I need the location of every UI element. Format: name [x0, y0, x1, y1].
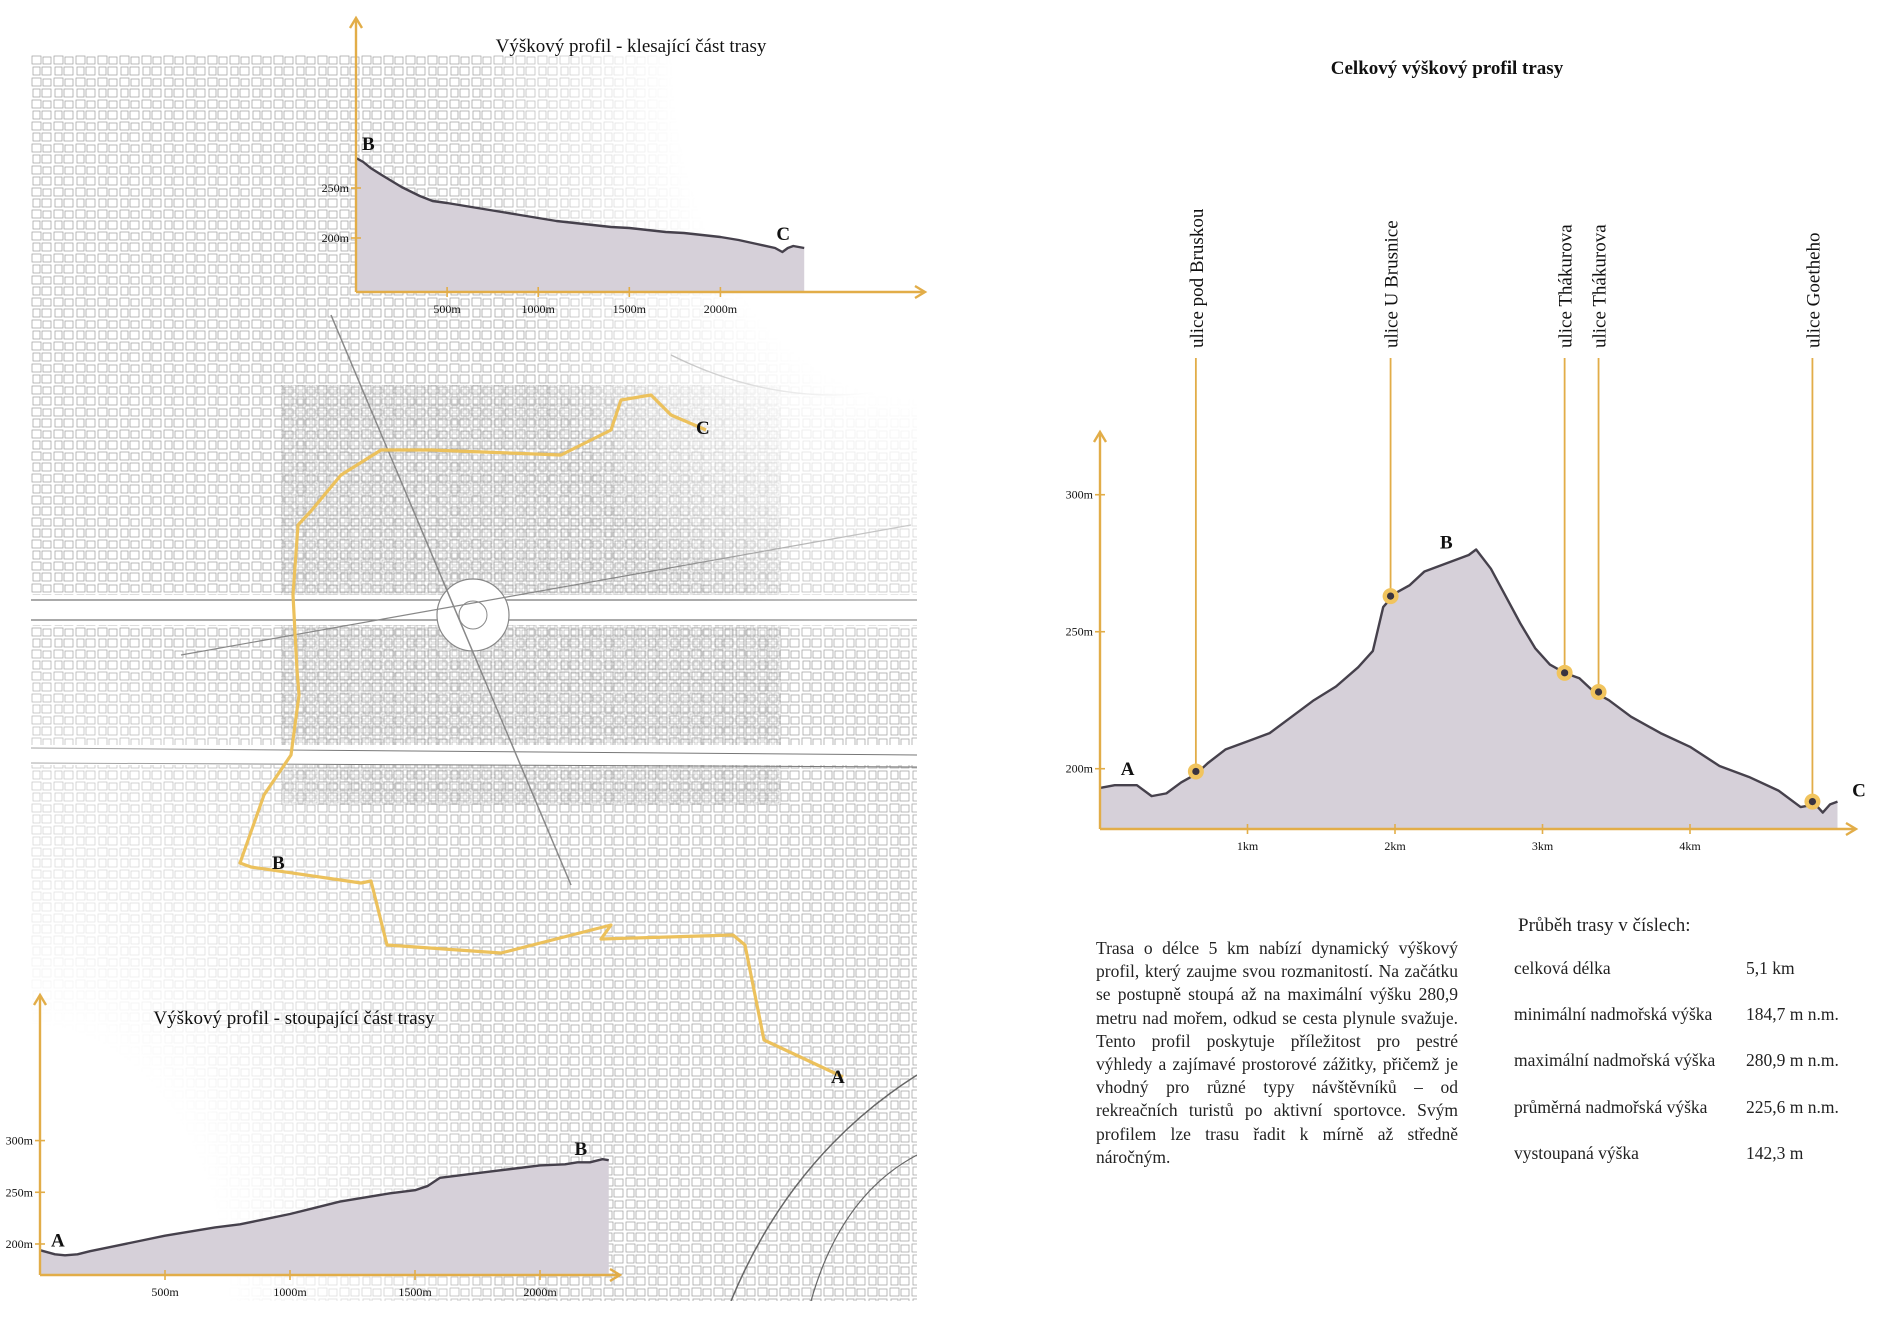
point-label: A	[51, 1230, 65, 1252]
x-tick-label: 4km	[1679, 839, 1701, 853]
stat-label: průměrná nadmořská výška	[1514, 1097, 1708, 1117]
marker-dot	[1192, 768, 1199, 775]
stats-title: Průběh trasy v číslech:	[1518, 915, 1691, 936]
map-label-b: B	[272, 853, 285, 874]
x-tick-label: 1500m	[398, 1285, 432, 1299]
x-tick-label: 500m	[151, 1285, 179, 1299]
marker-dot	[1809, 798, 1816, 805]
stat-value: 225,6 m n.m.	[1746, 1097, 1839, 1117]
descent-chart	[322, 18, 925, 316]
y-tick-label: 250m	[5, 1185, 33, 1200]
y-tick-label: 300m	[1065, 487, 1093, 502]
y-tick-label: 200m	[1065, 761, 1093, 776]
route-description: Trasa o délce 5 km nabízí dynamický výškový profil, který zaujme svou rozmanitostí. Na začátku se postupně stoupá až na maximální výšku 280,9 metru nad mořem, odkud se cesta plynule svažuje. Tento profil poskytuje příležitost pro pestré výhledy a zajímavé prostorové zážitky, přičemž je vhodný pro různé typy návštěvníků – od rekreačních turistů po aktivní sportovce. Svým profilem lze trasu řadit k mírně až středně náročným.	[1096, 938, 1458, 1167]
map-label-a: A	[831, 1067, 845, 1088]
stat-label: vystoupaná výška	[1514, 1143, 1639, 1163]
street-label: ulice Thákurova	[1555, 224, 1577, 348]
map-label-c: C	[696, 418, 710, 439]
x-tick-label: 2000m	[523, 1285, 557, 1299]
x-tick-label: 1000m	[521, 302, 555, 316]
chart-title: Celkový výškový profil trasy	[1330, 58, 1564, 79]
point-label: C	[776, 224, 791, 245]
y-tick-label: 250m	[321, 181, 349, 195]
elevation-area	[1100, 550, 1838, 829]
marker-dot	[1561, 669, 1568, 676]
point-label: B	[362, 134, 375, 155]
stat-label: maximální nadmořská výška	[1514, 1050, 1716, 1070]
stat-label: minimální nadmořská výška	[1514, 1004, 1713, 1024]
stat-row-length	[1514, 958, 1874, 984]
point-label: C	[1852, 780, 1866, 802]
point-label: A	[1120, 759, 1135, 781]
elevation-area	[356, 158, 804, 292]
marker-dot	[1595, 688, 1602, 695]
stat-row-max	[1514, 1050, 1874, 1076]
y-tick-label: 300m	[5, 1133, 33, 1148]
stat-value: 280,9 m n.m.	[1746, 1050, 1839, 1070]
y-tick-label: 200m	[5, 1236, 33, 1251]
stat-value: 184,7 m n.m.	[1746, 1004, 1839, 1024]
total-chart	[1066, 58, 1866, 853]
street-label: ulice U Brusnice	[1381, 220, 1403, 348]
chart-title: Výškový profil - klesající část trasy	[495, 36, 767, 57]
stat-row-avg	[1514, 1097, 1874, 1123]
point-label: B	[574, 1139, 588, 1161]
stat-value: 5,1 km	[1746, 958, 1795, 978]
x-tick-label: 1km	[1236, 839, 1259, 853]
x-tick-label: 500m	[433, 302, 461, 316]
x-tick-label: 2000m	[703, 302, 738, 316]
street-label: ulice Goetheho	[1803, 232, 1825, 348]
street-label: ulice pod Bruskou	[1186, 208, 1208, 348]
stat-row-min	[1514, 1004, 1874, 1030]
x-tick-label: 1000m	[273, 1285, 307, 1299]
ascent-chart	[6, 995, 620, 1299]
y-tick-label: 250m	[1065, 624, 1093, 639]
x-tick-label: 1500m	[612, 302, 646, 316]
elevation-area	[40, 1159, 609, 1275]
chart-title: Výškový profil - stoupající část trasy	[153, 1008, 435, 1029]
stat-row-climb	[1514, 1143, 1874, 1169]
marker-dot	[1387, 593, 1394, 600]
street-label: ulice Thákurova	[1589, 224, 1611, 348]
stat-value: 142,3 m	[1746, 1143, 1804, 1163]
x-tick-label: 3km	[1531, 839, 1554, 853]
x-tick-label: 2km	[1384, 839, 1406, 853]
y-tick-label: 200m	[321, 231, 349, 245]
point-label: B	[1440, 532, 1453, 554]
stat-label: celková délka	[1514, 958, 1611, 978]
